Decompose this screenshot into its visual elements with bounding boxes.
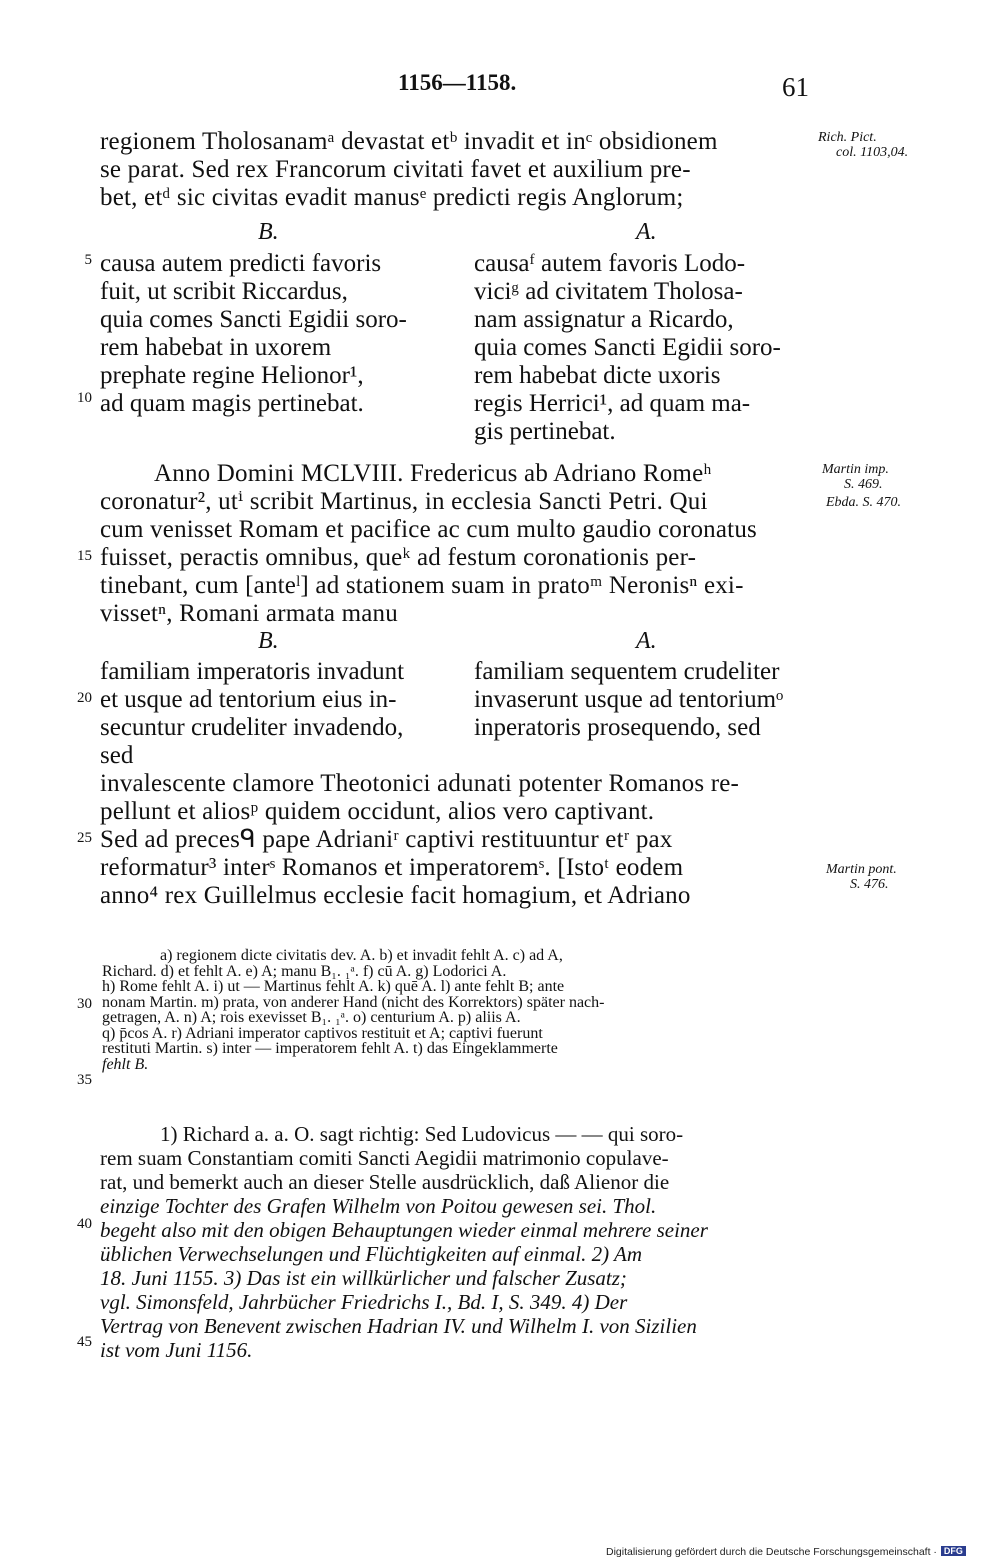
text-line: se parat. Sed rex Francorum civitati favet et auxilium pre- xyxy=(100,156,691,183)
text-line: rem habebat dicte uxoris xyxy=(474,362,721,389)
note-line: Vertrag von Benevent zwischen Hadrian IV. und Wilhelm I. von Sizilien xyxy=(100,1314,697,1338)
page-number: 61 xyxy=(782,72,809,102)
variant-line: restituti Martin. s) inter — imperatorem fehlt A. t) das Eingeklammerte xyxy=(102,1040,558,1057)
text-line: nam assignatur a Ricardo, xyxy=(474,306,734,333)
text-line: familiam imperatoris invadunt xyxy=(100,658,405,685)
text-line: viciᵍ ad civitatem Tholosa- xyxy=(474,278,743,305)
text-line: causaᶠ autem favoris Lodo- xyxy=(474,250,746,277)
running-head-years: 1156—1158. xyxy=(398,70,517,95)
text-line: coronatur², utⁱ scribit Martinus, in ecclesia Sancti Petri. Qui xyxy=(100,488,708,515)
credit-text: Digitalisierung gefördert durch die Deutsche Forschungsgemeinschaft · xyxy=(606,1546,937,1558)
variant-line: a) regionem dicte civitatis dev. A. b) et invadit fehlt A. c) ad A, xyxy=(160,947,563,964)
margin-ref xyxy=(826,862,897,892)
line-number: 25 xyxy=(77,830,92,846)
text-line: quia comes Sancti Egidii soro- xyxy=(474,334,781,361)
note-line: vgl. Simonsfeld, Jahrbücher Friedrichs I., Bd. I, S. 349. 4) Der xyxy=(100,1290,628,1314)
variant-line: getragen, A. n) A; rois exevisset B₁. ₁ᵃ. o) centurium A. p) aliis A. xyxy=(102,1009,521,1026)
text-line: invalescente clamore Theotonici adunati potenter Romanos re- xyxy=(100,770,740,797)
column-header-b: B. xyxy=(258,219,279,245)
paragraph-1158 xyxy=(100,460,757,628)
column-header-a: A. xyxy=(636,219,657,245)
text-line: ad quam magis pertinebat. xyxy=(100,390,364,417)
text-line: causa autem predicti favoris xyxy=(100,250,382,277)
text-line: reformatur³ interˢ Romanos et imperatoremˢ. [Istoᵗ eodem xyxy=(100,854,684,881)
text-line: sed xyxy=(100,742,134,769)
text-line: familiam sequentem crudeliter xyxy=(474,658,780,685)
historical-notes xyxy=(100,1122,708,1362)
text-line: quia comes Sancti Egidii soro- xyxy=(100,306,407,333)
paragraph-continuation xyxy=(100,770,739,910)
text-line: tinebant, cum [anteˡ] ad stationem suam in pratoᵐ Neronisⁿ exi- xyxy=(100,572,744,599)
intro-paragraph xyxy=(100,128,718,212)
text-line: fuit, ut scribit Riccardus, xyxy=(100,278,348,305)
text-line: regis Herrici¹, ad quam ma- xyxy=(474,390,751,417)
variant-line: Richard. d) et fehlt A. e) A; manu B₁. ₁ᵃ. f) cū A. g) Lodorici A. xyxy=(102,962,507,980)
variant-line: fehlt B. xyxy=(102,1055,149,1073)
line-number: 5 xyxy=(84,252,92,268)
text-line: pellunt et aliosᵖ quidem occidunt, alios vero captivant. xyxy=(100,798,655,825)
margin-ref-line: Rich. Pict. xyxy=(818,130,877,145)
note-line: rem suam Constantiam comiti Sancti Aegidii matrimonio copulave- xyxy=(100,1146,669,1170)
text-line: Anno Domini MCLVIII. Fredericus ab Adriano Romeʰ xyxy=(154,460,712,487)
text-line: et usque ad tentorium eius in- xyxy=(100,686,397,713)
margin-ref-line: Martin imp. xyxy=(822,462,889,477)
text-line: rem habebat in uxorem xyxy=(100,334,332,361)
dfg-logo: DFG xyxy=(941,1546,966,1556)
line-number: 30 xyxy=(77,996,92,1012)
text-line: fuisset, peractis omnibus, queᵏ ad festum coronationis per- xyxy=(100,544,697,571)
note-line: einzige Tochter des Grafen Wilhelm von Poitou gewesen sei. Thol. xyxy=(100,1194,657,1218)
recension-a-text xyxy=(474,250,781,446)
text-line: gis pertinebat. xyxy=(474,418,616,445)
margin-ref-line: Martin pont. xyxy=(826,862,897,877)
recension-b-text xyxy=(100,658,404,770)
note-line: üblichen Verwechselungen und Flüchtigkeiten auf einmal. 2) Am xyxy=(100,1242,642,1266)
text-line: secuntur crudeliter invadendo, xyxy=(100,714,404,741)
text-line: regionem Tholosanamᵃ devastat etᵇ invadit et inᶜ obsidionem xyxy=(100,128,718,155)
note-line: 18. Juni 1155. 3) Das ist ein willkürlicher und falscher Zusatz; xyxy=(100,1266,627,1290)
column-header-b: B. xyxy=(258,628,279,654)
variant-line: h) Rome fehlt A. i) ut — Martinus fehlt A. k) quē A. l) ante fehlt B; ante xyxy=(102,978,565,995)
line-number: 45 xyxy=(77,1334,92,1350)
line-number: 20 xyxy=(77,690,92,706)
text-line: cum venisset Romam et pacifice ac cum multo gaudio coronatus xyxy=(100,516,757,543)
recension-b-text xyxy=(100,250,407,418)
text-line: Sed ad precesᑫ pape Adrianiʳ captivi restituuntur etʳ pax xyxy=(100,826,673,853)
margin-ref-line: S. 476. xyxy=(850,877,889,892)
variant-apparatus xyxy=(102,948,604,1072)
margin-ref-line: Ebda. S. 470. xyxy=(826,495,902,510)
text-line: anno⁴ rex Guillelmus ecclesie facit homagium, et Adriano xyxy=(100,882,691,909)
line-number: 10 xyxy=(77,390,92,406)
margin-ref-line: col. 1103,04. xyxy=(836,145,909,160)
line-number: 35 xyxy=(77,1072,92,1088)
variant-line: q) p̄cos A. r) Adriani imperator captivos restituit et A; captivi fuerunt xyxy=(102,1024,543,1042)
line-number: 15 xyxy=(77,548,92,564)
note-line: rat, und bemerkt auch an dieser Stelle ausdrücklich, daß Alienor die xyxy=(100,1170,670,1194)
variant-line: nonam Martin. m) prata, von anderer Hand (nicht des Korrektors) später nach- xyxy=(102,993,605,1011)
note-line: 1) Richard a. a. O. sagt richtig: Sed Ludovicus — — qui soro- xyxy=(160,1122,684,1146)
text-line: prephate regine Helionor¹, xyxy=(100,362,364,389)
margin-ref xyxy=(822,462,889,492)
note-line: begeht also mit den obigen Behauptungen wieder einmal mehrere seiner xyxy=(100,1218,708,1242)
recension-a-text xyxy=(474,658,783,742)
note-line: ist vom Juni 1156. xyxy=(100,1338,253,1362)
text-line: bet, etᵈ sic civitas evadit manusᵉ predicti regis Anglorum; xyxy=(100,184,684,211)
column-header-a: A. xyxy=(636,628,657,654)
text-line: inperatoris prosequendo, sed xyxy=(474,714,761,741)
text-line: vissetⁿ, Romani armata manu xyxy=(100,600,398,627)
margin-ref xyxy=(826,495,901,510)
text-line: invaserunt usque ad tentoriumᵒ xyxy=(474,686,784,713)
digitization-credit xyxy=(606,1542,966,1560)
line-number: 40 xyxy=(77,1216,92,1232)
margin-ref-line: S. 469. xyxy=(844,477,883,492)
margin-ref xyxy=(818,130,908,160)
